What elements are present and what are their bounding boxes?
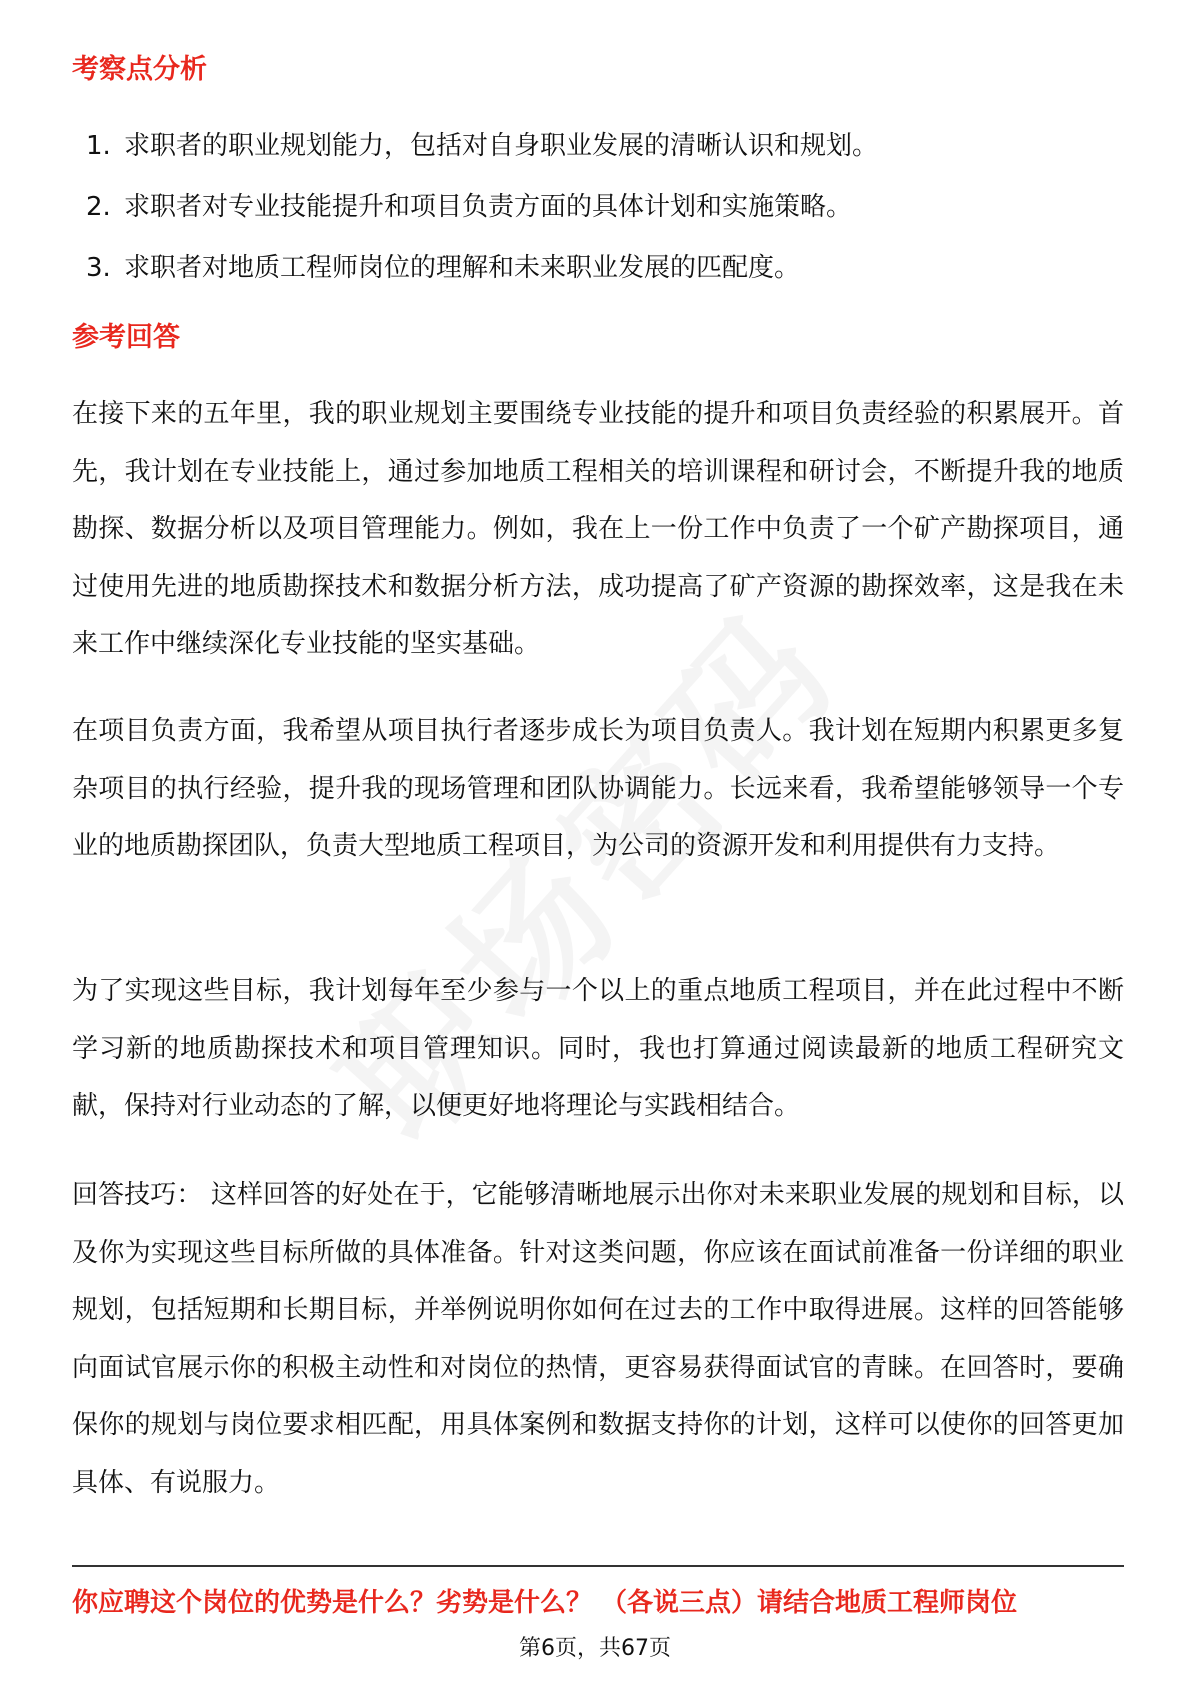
list-item-number: 3.	[86, 253, 111, 283]
list-item-text: 求职者对地质工程师岗位的理解和未来职业发展的匹配度。	[124, 253, 801, 283]
list-item	[72, 126, 1132, 166]
page-number: 第6页，共67页	[519, 1636, 671, 1661]
footer-divider	[72, 1565, 1124, 1567]
list-item	[72, 248, 1132, 288]
list-item-number: 1.	[86, 131, 111, 161]
answer-paragraph: 为了实现这些目标，我计划每年至少参与一个以上的重点地质工程项目，并在此过程中不断学习新的地质勘探技术和项目管理知识。同时，我也打算通过阅读最新的地质工程研究文献，保持对行业动态的了解，以便更好地将理论与实践相结合。	[72, 976, 1124, 1121]
list-item-text: 求职者对专业技能提升和项目负责方面的具体计划和实施策略。	[124, 192, 853, 222]
list-item	[72, 187, 1132, 227]
analysis-heading: 考察点分析	[72, 54, 207, 85]
next-question: 你应聘这个岗位的优势是什么？劣势是什么？ （各说三点）请结合地质工程师岗位	[72, 1588, 1018, 1618]
answer-paragraph: 在项目负责方面，我希望从项目执行者逐步成长为项目负责人。我计划在短期内积累更多复杂项目的执行经验，提升我的现场管理和团队协调能力。长远来看，我希望能够领导一个专业的地质勘探团队，负责大型地质工程项目，为公司的资源开发和利用提供有力支持。	[72, 716, 1124, 861]
tips-paragraph: 回答技巧： 这样回答的好处在于，它能够清晰地展示出你对未来职业发展的规划和目标，以及你为实现这些目标所做的具体准备。针对这类问题，你应该在面试前准备一份详细的职业规划，包括短期和长期目标，并举例说明你如何在过去的工作中取得进展。这样的回答能够向面试官展示你的积极主动性和对岗位的热情，更容易获得面试官的青睐。在回答时，要确保你的规划与岗位要求相匹配，用具体案例和数据支持你的计划，这样可以使你的回答更加具体、有说服力。	[72, 1180, 1124, 1498]
answer-paragraph: 在接下来的五年里，我的职业规划主要围绕专业技能的提升和项目负责经验的积累展开。首先，我计划在专业技能上，通过参加地质工程相关的培训课程和研讨会，不断提升我的地质勘探、数据分析以及项目管理能力。例如，我在上一份工作中负责了一个矿产勘探项目，通过使用先进的地质勘探技术和数据分析方法，成功提高了矿产资源的勘探效率，这是我在未来工作中继续深化专业技能的坚实基础。	[72, 399, 1124, 659]
answer-heading: 参考回答	[72, 322, 180, 353]
list-item-number: 2.	[86, 192, 111, 222]
list-item-text: 求职者的职业规划能力，包括对自身职业发展的清晰认识和规划。	[124, 131, 879, 161]
analysis-list	[72, 126, 1132, 309]
